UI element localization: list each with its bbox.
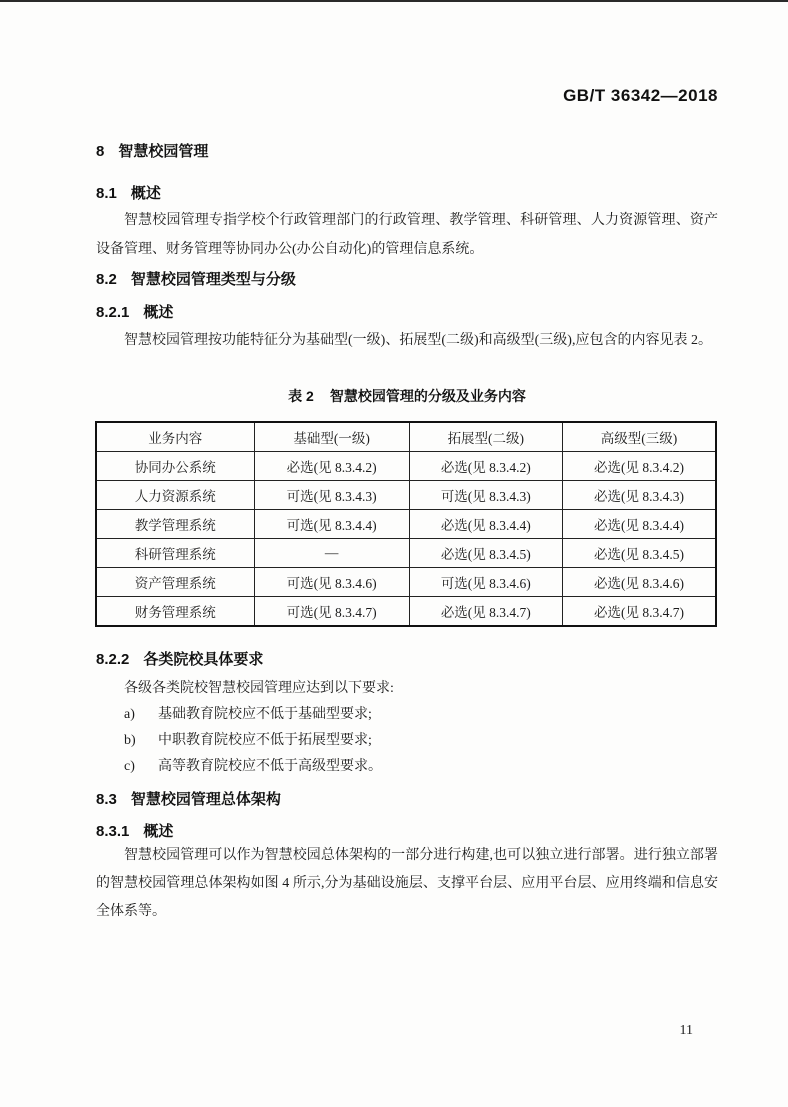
section-heading-8-3-1 xyxy=(96,820,173,841)
list-item-text: 中职教育院校应不低于拓展型要求; xyxy=(158,733,372,748)
list-item-text: 基础教育院校应不低于基础型要求; xyxy=(158,707,372,722)
standard-number-header: GB/T 36342—2018 xyxy=(563,86,718,105)
clause-title: 智慧校园管理总体架构 xyxy=(130,791,281,808)
grading-table xyxy=(95,421,717,627)
paragraph-8-2-1: 智慧校园管理按功能特征分为基础型(一级)、拓展型(二级)和高级型(三级),应包含的内容见表 2。 xyxy=(124,333,712,348)
clause-number: 8.2 xyxy=(96,271,117,288)
table-cell: 必选(见 8.3.4.2) xyxy=(409,452,562,481)
table-cell: 资产管理系统 xyxy=(96,568,254,597)
table-cell: 必选(见 8.3.4.2) xyxy=(563,452,716,481)
table-row xyxy=(96,539,716,568)
clause-number: 8.3 xyxy=(96,791,117,808)
section-heading-8-2-2 xyxy=(96,648,263,669)
table-cell: 必选(见 8.3.4.7) xyxy=(563,597,716,627)
requirement-list xyxy=(96,702,718,780)
clause-title: 智慧校园管理类型与分级 xyxy=(130,271,296,288)
table-cell: 人力资源系统 xyxy=(96,481,254,510)
column-header: 高级型(三级) xyxy=(563,422,716,452)
list-item-marker: a) xyxy=(124,707,135,722)
table-cell: 必选(见 8.3.4.5) xyxy=(409,539,562,568)
table-cell: 可选(见 8.3.4.3) xyxy=(254,481,409,510)
clause-title: 概述 xyxy=(143,304,174,321)
section-heading-8-1 xyxy=(96,182,161,203)
table-cell: 必选(见 8.3.4.5) xyxy=(563,539,716,568)
clause-number: 8.2.1 xyxy=(96,304,130,321)
table-row xyxy=(96,510,716,539)
list-item-a xyxy=(96,702,718,728)
table-cell: 可选(见 8.3.4.6) xyxy=(254,568,409,597)
list-item-text: 高等教育院校应不低于高级型要求。 xyxy=(158,759,382,774)
table-cell: 协同办公系统 xyxy=(96,452,254,481)
table-cell: 科研管理系统 xyxy=(96,539,254,568)
scan-edge xyxy=(0,0,788,2)
table-row xyxy=(96,452,716,481)
table-cell: — xyxy=(254,539,409,568)
table-cell: 必选(见 8.3.4.3) xyxy=(563,481,716,510)
column-header: 基础型(一级) xyxy=(254,422,409,452)
paragraph-8-1: 智慧校园管理专指学校个行政管理部门的行政管理、教学管理、科研管理、人力资源管理、资产设备管理、财务管理等协同办公(办公自动化)的管理信息系统。 xyxy=(96,213,718,257)
clause-title: 概述 xyxy=(130,185,161,202)
table-cell: 必选(见 8.3.4.2) xyxy=(254,452,409,481)
list-item-c xyxy=(96,754,718,780)
table-cell: 财务管理系统 xyxy=(96,597,254,627)
table-cell: 必选(见 8.3.4.6) xyxy=(563,568,716,597)
table-cell: 可选(见 8.3.4.3) xyxy=(409,481,562,510)
clause-number: 8.2.2 xyxy=(96,651,130,668)
section-heading-8 xyxy=(96,140,208,161)
paragraph-8-3-1: 智慧校园管理可以作为智慧校园总体架构的一部分进行构建,也可以独立进行部署。进行独立部署的智慧校园管理总体架构如图 4 所示,分为基础设施层、支撑平台层、应用平台层、应用终端和信息安全体系等。 xyxy=(96,848,718,919)
table-header-row xyxy=(96,422,716,452)
table-caption-label: 表 2 xyxy=(288,388,314,404)
clause-title: 概述 xyxy=(143,823,174,840)
section-heading-8-3 xyxy=(96,788,281,809)
list-lead-sentence: 各级各类院校智慧校园管理应达到以下要求: xyxy=(124,681,394,696)
table-row xyxy=(96,481,716,510)
table-row xyxy=(96,568,716,597)
table-cell: 必选(见 8.3.4.4) xyxy=(409,510,562,539)
clause-number: 8.1 xyxy=(96,185,117,202)
list-item-marker: b) xyxy=(124,733,136,748)
table-caption xyxy=(96,386,718,406)
list-item-marker: c) xyxy=(124,759,135,774)
table-cell: 可选(见 8.3.4.7) xyxy=(254,597,409,627)
table-cell: 必选(见 8.3.4.7) xyxy=(409,597,562,627)
table-cell: 可选(见 8.3.4.4) xyxy=(254,510,409,539)
clause-number: 8.3.1 xyxy=(96,823,130,840)
column-header: 拓展型(二级) xyxy=(409,422,562,452)
table-caption-text: 智慧校园管理的分级及业务内容 xyxy=(329,388,526,404)
section-heading-8-2-1 xyxy=(96,301,173,322)
clause-number: 8 xyxy=(96,143,105,160)
list-item-b xyxy=(96,728,718,754)
table-row xyxy=(96,597,716,627)
column-header: 业务内容 xyxy=(96,422,254,452)
table-cell: 必选(见 8.3.4.4) xyxy=(563,510,716,539)
clause-title: 智慧校园管理 xyxy=(118,143,209,160)
table-cell: 可选(见 8.3.4.6) xyxy=(409,568,562,597)
page-number: 11 xyxy=(679,1023,693,1038)
clause-title: 各类院校具体要求 xyxy=(143,651,264,668)
section-heading-8-2 xyxy=(96,268,296,289)
table-cell: 教学管理系统 xyxy=(96,510,254,539)
